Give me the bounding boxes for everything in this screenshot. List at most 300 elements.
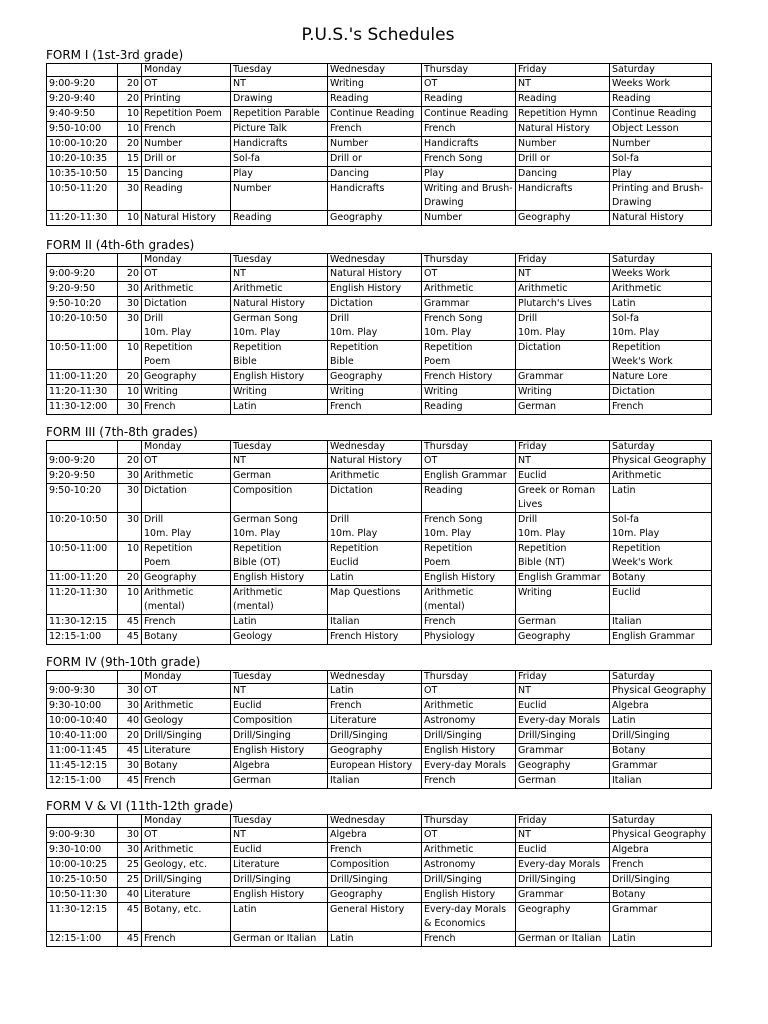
minutes-cell: 10 (118, 211, 142, 226)
cell-line: Every-day Morals (424, 904, 507, 915)
cell-line: Geography (330, 745, 383, 756)
cell-line: NT (518, 78, 531, 89)
table-row (47, 615, 712, 630)
cell-line: Drill/Singing (424, 874, 482, 885)
time-cell: 12:15-1:00 (47, 774, 118, 789)
form-section (46, 655, 711, 789)
cell-line: Literature (330, 715, 377, 726)
table-row (47, 774, 712, 789)
cell-line: Nature Lore (612, 371, 668, 382)
table-row (47, 684, 712, 699)
subject-cell (328, 586, 422, 615)
subject-cell (610, 729, 712, 744)
cell-line: Reading (233, 212, 272, 223)
cell-line: Number (612, 138, 651, 149)
cell-line: Arithmetic (144, 587, 194, 598)
minutes-cell: 30 (118, 297, 142, 312)
subject-cell (422, 571, 516, 586)
form-heading: FORM I (1st-3rd grade) (46, 48, 184, 62)
cell-line: Italian (612, 775, 642, 786)
subject-cell (231, 699, 328, 714)
cell-line: NT (233, 268, 246, 279)
cell-line: Week's Work (612, 557, 673, 568)
cell-line: NT (233, 829, 246, 840)
subject-cell (610, 873, 712, 888)
subject-cell (610, 744, 712, 759)
subject-cell (231, 759, 328, 774)
subject-cell (516, 370, 610, 385)
subject-cell (328, 714, 422, 729)
cell-line: Every-day Morals (424, 760, 507, 771)
cell-line: Sol-fa (233, 153, 261, 164)
header-time-cell (47, 254, 118, 267)
day-header: Thursday (422, 671, 516, 684)
time-cell: 9:20-9:50 (47, 469, 118, 484)
cell-line: Repetition (612, 543, 661, 554)
subject-cell (422, 282, 516, 297)
subject-cell (142, 454, 231, 469)
cell-line: Astronomy (424, 859, 476, 870)
subject-cell (516, 699, 610, 714)
cell-line: Euclid (518, 470, 547, 481)
cell-line: Grammar (518, 745, 564, 756)
minutes-cell: 30 (118, 182, 142, 211)
subject-cell (231, 542, 328, 571)
cell-line: Italian (612, 616, 642, 627)
minutes-cell: 15 (118, 152, 142, 167)
time-cell: 9:00-9:20 (47, 267, 118, 282)
table-row (47, 297, 712, 312)
cell-line: Drill/Singing (233, 874, 291, 885)
subject-cell (422, 484, 516, 513)
subject-cell (516, 312, 610, 341)
subject-cell (516, 211, 610, 226)
cell-line: Repetition (330, 543, 379, 554)
subject-cell (516, 759, 610, 774)
cell-line: Continue Reading (612, 108, 697, 119)
subject-cell (231, 586, 328, 615)
subject-cell (516, 615, 610, 630)
cell-line: Arithmetic (424, 283, 474, 294)
cell-line: Algebra (233, 760, 270, 771)
table-row (47, 888, 712, 903)
cell-line: Writing (330, 78, 364, 89)
subject-cell (231, 400, 328, 415)
subject-cell (610, 370, 712, 385)
day-header: Tuesday (231, 64, 328, 77)
subject-cell (328, 92, 422, 107)
cell-line: English History (233, 572, 305, 583)
subject-cell (231, 484, 328, 513)
minutes-cell: 45 (118, 903, 142, 932)
subject-cell (610, 122, 712, 137)
time-cell: 9:30-10:00 (47, 699, 118, 714)
subject-cell (142, 774, 231, 789)
table-row (47, 122, 712, 137)
cell-line: Drill or (330, 153, 362, 164)
cell-line: Drill or (144, 153, 176, 164)
day-header: Monday (142, 671, 231, 684)
subject-cell (422, 888, 516, 903)
form-section (46, 48, 711, 226)
subject-cell (231, 370, 328, 385)
subject-cell (328, 873, 422, 888)
cell-line: Plutarch's Lives (518, 298, 592, 309)
cell-line: Writing (330, 386, 364, 397)
cell-line: Drawing (612, 197, 652, 208)
time-cell: 10:25-10:50 (47, 873, 118, 888)
subject-cell (516, 454, 610, 469)
time-cell: 11:00-11:45 (47, 744, 118, 759)
cell-line: Euclid (233, 844, 262, 855)
cell-line: Geography (518, 631, 571, 642)
subject-cell (610, 759, 712, 774)
minutes-cell: 45 (118, 630, 142, 645)
cell-line: Dictation (518, 342, 561, 353)
cell-line: Botany (612, 889, 646, 900)
cell-line: Writing (518, 386, 552, 397)
subject-cell (142, 888, 231, 903)
table-row (47, 341, 712, 370)
day-header: Tuesday (231, 254, 328, 267)
header-time-cell (47, 441, 118, 454)
table-row (47, 312, 712, 341)
subject-cell (610, 167, 712, 182)
cell-line: OT (144, 78, 158, 89)
cell-line: French (144, 775, 176, 786)
subject-cell (516, 630, 610, 645)
table-row (47, 370, 712, 385)
subject-cell (516, 484, 610, 513)
minutes-cell: 20 (118, 267, 142, 282)
cell-line: OT (144, 268, 158, 279)
subject-cell (142, 903, 231, 932)
subject-cell (516, 267, 610, 282)
cell-line: Week's Work (612, 356, 673, 367)
cell-line: NT (233, 78, 246, 89)
cell-line: Poem (424, 557, 451, 568)
cell-line: English Grammar (424, 470, 507, 481)
cell-line: Play (424, 168, 444, 179)
subject-cell (516, 122, 610, 137)
subject-cell (142, 759, 231, 774)
cell-line: French (424, 616, 456, 627)
day-header: Monday (142, 64, 231, 77)
cell-line: Repetition (518, 543, 567, 554)
time-cell: 11:30-12:15 (47, 903, 118, 932)
cell-line: German (233, 470, 272, 481)
subject-cell (231, 888, 328, 903)
header-time-cell (47, 815, 118, 828)
subject-cell (142, 684, 231, 699)
day-header: Friday (516, 671, 610, 684)
subject-cell (231, 282, 328, 297)
subject-cell (422, 182, 516, 211)
subject-cell (422, 615, 516, 630)
cell-line: Physiology (424, 631, 475, 642)
cell-line: Repetition (144, 342, 193, 353)
header-row (47, 441, 712, 454)
header-row (47, 815, 712, 828)
cell-line: Continue Reading (424, 108, 509, 119)
subject-cell (516, 385, 610, 400)
header-row (47, 671, 712, 684)
cell-line: Grammar (518, 889, 564, 900)
table-row (47, 932, 712, 947)
cell-line: Geography (330, 212, 383, 223)
subject-cell (422, 542, 516, 571)
cell-line: French (330, 700, 362, 711)
subject-cell (422, 684, 516, 699)
day-header: Friday (516, 815, 610, 828)
subject-cell (516, 586, 610, 615)
cell-line: Physical Geography (612, 829, 707, 840)
subject-cell (231, 630, 328, 645)
subject-cell (142, 137, 231, 152)
cell-line: Handicrafts (518, 183, 573, 194)
table-row (47, 714, 712, 729)
form-heading: FORM II (4th-6th grades) (46, 238, 195, 252)
subject-cell (422, 699, 516, 714)
cell-line: & Economics (424, 918, 486, 929)
subject-cell (231, 312, 328, 341)
subject-cell (231, 774, 328, 789)
subject-cell (516, 684, 610, 699)
day-header: Monday (142, 254, 231, 267)
subject-cell (328, 542, 422, 571)
cell-line: Poem (144, 356, 171, 367)
cell-line: Arithmetic (424, 587, 474, 598)
cell-line: Dictation (330, 485, 373, 496)
cell-line: Dictation (144, 298, 187, 309)
subject-cell (142, 699, 231, 714)
cell-line: Arithmetic (144, 700, 194, 711)
cell-line: Printing and Brush- (612, 183, 704, 194)
table-row (47, 107, 712, 122)
time-cell: 9:50-10:00 (47, 122, 118, 137)
subject-cell (328, 182, 422, 211)
subject-cell (142, 828, 231, 843)
subject-cell (610, 297, 712, 312)
cell-line: Greek or Roman (518, 485, 596, 496)
cell-line: Arithmetic (144, 844, 194, 855)
subject-cell (328, 759, 422, 774)
minutes-cell: 10 (118, 107, 142, 122)
subject-cell (610, 341, 712, 370)
subject-cell (516, 729, 610, 744)
cell-line: English History (233, 371, 305, 382)
cell-line: French (330, 401, 362, 412)
subject-cell (142, 267, 231, 282)
cell-line: Geology (144, 715, 184, 726)
cell-line: Continue Reading (330, 108, 415, 119)
cell-line: English History (233, 745, 305, 756)
day-header: Tuesday (231, 815, 328, 828)
subject-cell (328, 843, 422, 858)
time-cell: 11:30-12:15 (47, 615, 118, 630)
schedule-table (46, 440, 712, 645)
subject-cell (142, 341, 231, 370)
subject-cell (422, 77, 516, 92)
subject-cell (422, 297, 516, 312)
cell-line: (mental) (424, 601, 465, 612)
subject-cell (231, 858, 328, 873)
cell-line: German (518, 616, 557, 627)
page-title: P.U.S.'s Schedules (301, 25, 455, 45)
minutes-cell: 10 (118, 385, 142, 400)
subject-cell (516, 858, 610, 873)
subject-cell (142, 873, 231, 888)
table-row (47, 137, 712, 152)
cell-line: Dictation (612, 386, 655, 397)
cell-line: Number (330, 138, 369, 149)
subject-cell (142, 744, 231, 759)
cell-line: Dictation (330, 298, 373, 309)
time-cell: 9:00-9:20 (47, 77, 118, 92)
time-cell: 12:15-1:00 (47, 630, 118, 645)
cell-line: Botany (612, 745, 646, 756)
cell-line: 10m. Play (424, 528, 472, 539)
subject-cell (610, 888, 712, 903)
cell-line: Drill (518, 313, 538, 324)
subject-cell (422, 341, 516, 370)
cell-line: OT (424, 78, 438, 89)
cell-line: Geography (518, 760, 571, 771)
day-header: Friday (516, 254, 610, 267)
cell-line: Writing (518, 587, 552, 598)
form-heading: FORM III (7th-8th grades) (46, 425, 198, 439)
cell-line: Physical Geography (612, 685, 707, 696)
time-cell: 11:00-11:20 (47, 370, 118, 385)
subject-cell (142, 586, 231, 615)
time-cell: 9:50-10:20 (47, 297, 118, 312)
day-header: Saturday (610, 441, 712, 454)
minutes-cell: 30 (118, 312, 142, 341)
subject-cell (328, 370, 422, 385)
table-row (47, 571, 712, 586)
subject-cell (516, 828, 610, 843)
cell-line: 10m. Play (233, 327, 281, 338)
subject-cell (516, 571, 610, 586)
cell-line: Drill/Singing (144, 874, 202, 885)
cell-line: Every-day Morals (518, 715, 601, 726)
subject-cell (610, 182, 712, 211)
day-header: Wednesday (328, 64, 422, 77)
cell-line: 10m. Play (144, 327, 192, 338)
subject-cell (231, 77, 328, 92)
cell-line: Botany (144, 760, 178, 771)
minutes-cell: 30 (118, 684, 142, 699)
subject-cell (231, 932, 328, 947)
day-header: Thursday (422, 815, 516, 828)
day-header: Saturday (610, 254, 712, 267)
table-row (47, 759, 712, 774)
cell-line: Repetition (330, 342, 379, 353)
day-header: Friday (516, 441, 610, 454)
subject-cell (610, 630, 712, 645)
cell-line: German Song (233, 313, 298, 324)
form-section (46, 799, 711, 947)
schedule-table (46, 814, 712, 947)
table-row (47, 513, 712, 542)
minutes-cell: 45 (118, 615, 142, 630)
cell-line: French Song (424, 514, 483, 525)
time-cell: 11:20-11:30 (47, 385, 118, 400)
subject-cell (328, 211, 422, 226)
cell-line: English Grammar (612, 631, 695, 642)
cell-line: Natural History (330, 268, 402, 279)
subject-cell (231, 137, 328, 152)
day-header: Tuesday (231, 671, 328, 684)
day-header: Thursday (422, 441, 516, 454)
cell-line: Literature (233, 859, 280, 870)
cell-line: Latin (612, 933, 636, 944)
subject-cell (231, 454, 328, 469)
subject-cell (328, 699, 422, 714)
time-cell: 9:30-10:00 (47, 843, 118, 858)
subject-cell (328, 267, 422, 282)
subject-cell (142, 77, 231, 92)
time-cell: 9:20-9:50 (47, 282, 118, 297)
cell-line: Astronomy (424, 715, 476, 726)
cell-line: French History (424, 371, 493, 382)
subject-cell (328, 122, 422, 137)
subject-cell (516, 888, 610, 903)
subject-cell (328, 513, 422, 542)
cell-line: Repetition (424, 342, 473, 353)
cell-line: Sol-fa (612, 153, 640, 164)
minutes-cell: 20 (118, 729, 142, 744)
cell-line: Natural History (612, 212, 684, 223)
cell-line: Latin (233, 904, 257, 915)
day-header: Wednesday (328, 254, 422, 267)
cell-line: French Song (424, 153, 483, 164)
cell-line: Play (233, 168, 253, 179)
cell-line: Euclid (233, 700, 262, 711)
cell-line: Italian (330, 775, 360, 786)
cell-line: Latin (330, 572, 354, 583)
cell-line: Sol-fa (612, 514, 640, 525)
subject-cell (328, 858, 422, 873)
cell-line: 10m. Play (233, 528, 281, 539)
minutes-cell: 45 (118, 932, 142, 947)
table-row (47, 211, 712, 226)
cell-line: Arithmetic (518, 283, 568, 294)
table-row (47, 828, 712, 843)
subject-cell (231, 297, 328, 312)
subject-cell (328, 469, 422, 484)
subject-cell (516, 542, 610, 571)
subject-cell (610, 932, 712, 947)
subject-cell (422, 513, 516, 542)
subject-cell (422, 385, 516, 400)
subject-cell (610, 615, 712, 630)
minutes-cell: 10 (118, 122, 142, 137)
subject-cell (422, 729, 516, 744)
cell-line: Natural History (330, 455, 402, 466)
cell-line: Drill (330, 313, 350, 324)
table-row (47, 400, 712, 415)
cell-line: Reading (518, 93, 557, 104)
cell-line: Drill/Singing (233, 730, 291, 741)
cell-line: German or Italian (518, 933, 602, 944)
subject-cell (328, 744, 422, 759)
cell-line: French (144, 401, 176, 412)
time-cell: 10:20-10:35 (47, 152, 118, 167)
header-mins-cell (118, 254, 142, 267)
cell-line: Composition (233, 485, 293, 496)
time-cell: 9:00-9:20 (47, 454, 118, 469)
